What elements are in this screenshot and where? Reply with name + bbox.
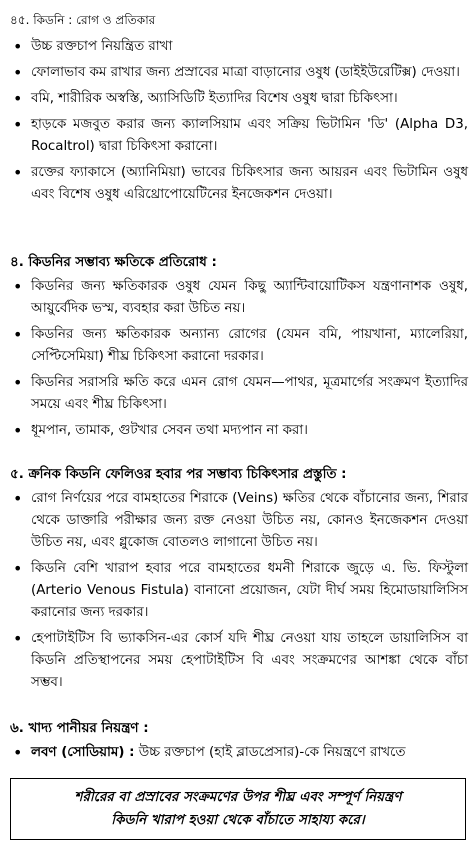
sodium-text: উচ্চ রক্তচাপ (হাই ব্লাডপ্রেসার)-কে নিয়ন্ত্রণে রাখতে <box>134 745 406 760</box>
list-item: • উচ্চ রক্তচাপ নিয়ন্ত্রিত রাখা <box>10 36 468 58</box>
running-header: ৪৫. কিডনি : রোগ ও প্রতিকার <box>10 13 156 27</box>
list-item: • কিডনির জন্য ক্ষতিকারক অন্যান্য রোগের (যেমন বমি, পায়খানা, ম্যালেরিয়া, সেপ্টিসেমিয়া) শীঘ্র চিকিৎসা করানো দরকার। <box>10 324 468 368</box>
list-item: • রক্তের ফ্যাকাসে (অ্যানিমিয়া) ভাবের চিকিৎসার জন্য আয়রন এবং ভিটামিন ওষুধ এবং বিশেষ ওষুধ এরিথ্রোপোয়েটিনের ইনজেকশন দেওয়া। <box>10 162 468 206</box>
list-item: • ফোলাভাব কম রাখার জন্য প্রস্রাবের মাত্রা বাড়ানোর ওষুধ (ডাইইউরেটিক্স) দেওয়া। <box>10 62 468 84</box>
callout-box <box>10 778 466 840</box>
list-item: • বমি, শারীরিক অস্বস্তি, অ্যাসিডিটি ইত্যাদির বিশেষ ওষুধ দ্বারা চিকিৎসা। <box>10 88 468 110</box>
section5-list <box>10 488 468 694</box>
section6-list <box>10 742 468 764</box>
sodium-label: লবণ (সোডিয়াম) : <box>31 745 135 760</box>
section6-heading: ৬. খাদ্য পানীয়র নিয়ন্ত্রণ : <box>10 721 149 736</box>
section5-heading: ৫. ক্রনিক কিডনি ফেলিওর হবার পর সম্ভাব্য চিকিৎসার প্রস্তুতি : <box>10 467 347 482</box>
callout-line-1: শরীরের বা প্রস্রাবের সংক্রমণের উপর শীঘ্র এবং সম্পূর্ণ নিয়ন্ত্রণ <box>74 790 402 805</box>
list-item: • কিডনির জন্য ক্ষতিকারক ওষুধ যেমন কিছু অ্যান্টিবায়োটিকস যন্ত্রণানাশক ওষুধ, আয়ুর্বেদিক ভস্ম, ব্যবহার করা উচিত নয়। <box>10 276 468 320</box>
section4-heading: ৪. কিডনির সম্ভাব্য ক্ষতিকে প্রতিরোধ : <box>10 255 217 270</box>
section4-list <box>10 276 468 442</box>
list-item: • রোগ নির্ণয়ের পরে বামহাতের শিরাকে (Veins) ক্ষতির থেকে বাঁচানোর জন্য, শিরার থেকে ডাক্তারি পরীক্ষার জন্য রক্ত নেওয়া উচিত নয়, কোনও ইনজেকশন দেওয়া উচিত নয়, এবং গ্লুকোজ বোতলও লাগানো উচিত নয়। <box>10 488 468 554</box>
list-item: • কিডনির সরাসরি ক্ষতি করে এমন রোগ যেমন—পাথর, মূত্রমার্গের সংক্রমণ ইত্যাদির সময়ে এবং শীঘ্র চিকিৎসা। <box>10 372 468 416</box>
callout-line-2: কিডনি খারাপ হওয়া থেকে বাঁচাতে সাহায্য করে। <box>111 813 365 828</box>
list-item <box>10 742 468 764</box>
list-item: • ধূমপান, তামাক, গুটখার সেবন তথা মদ্যপান না করা। <box>10 420 468 442</box>
list-item: • হাড়কে মজবুত করার জন্য ক্যালসিয়াম এবং সক্রিয় ভিটামিন 'ডি' (Alpha D3, Rocaltrol) দ্বারা চিকিৎসা করানো। <box>10 114 468 158</box>
list-item: • কিডনি বেশি খারাপ হবার পরে বামহাতের ধমনী শিরাকে জুড়ে এ. ভি. ফিস্টুলা (Arterio Venous Fistula) বানানো প্রয়োজন, যেটা দীর্ঘ সময় হিমোডায়ালিসিস করানোর জন্য দরকার। <box>10 558 468 624</box>
list-item: • হেপাটাইটিস বি ভ্যাকসিন-এর কোর্স যদি শীঘ্র নেওয়া যায় তাহলে ডায়ালিসিস বা কিডনি প্রতিস্থাপনের সময় হেপাটাইটিস বি এবং সংক্রমণের আশঙ্কা থেকে বাঁচা সম্ভব। <box>10 628 468 694</box>
section3-list <box>10 36 468 206</box>
